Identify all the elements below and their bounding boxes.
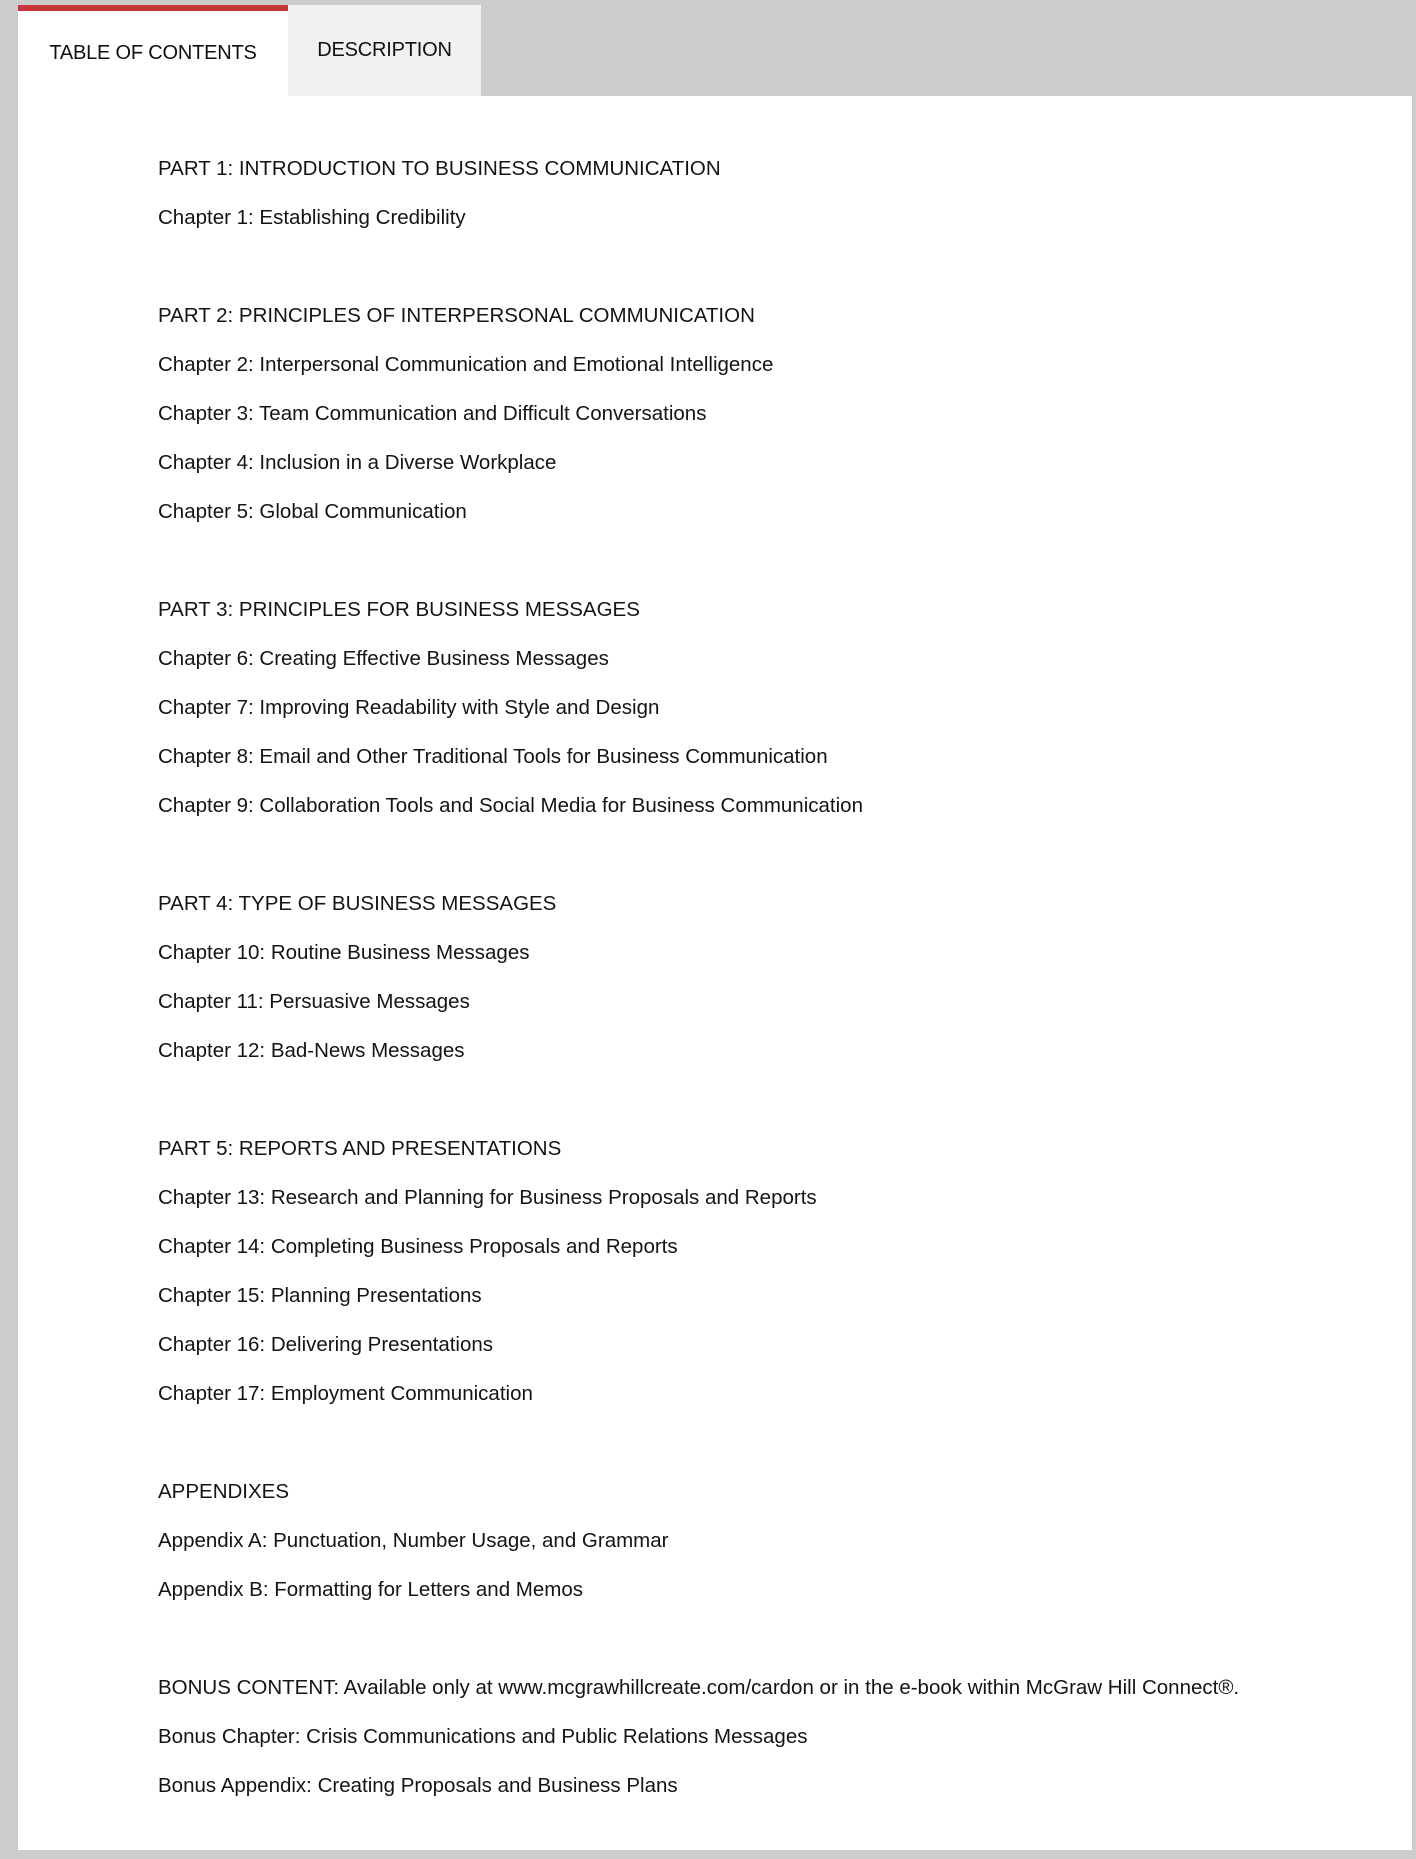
section-heading: APPENDIXES	[158, 1480, 290, 1503]
toc-item: Chapter 8: Email and Other Traditional Tools for Business Communication	[158, 745, 828, 768]
toc-item: Bonus Appendix: Creating Proposals and Business Plans	[158, 1774, 678, 1797]
toc-item: Chapter 2: Interpersonal Communication and Emotional Intelligence	[158, 353, 774, 376]
tab-description[interactable]: DESCRIPTION	[288, 5, 481, 96]
table-of-contents	[158, 144, 1398, 1859]
toc-item: Chapter 15: Planning Presentations	[158, 1284, 482, 1307]
section-heading: PART 5: REPORTS AND PRESENTATIONS	[158, 1137, 562, 1160]
toc-section-part-1	[158, 144, 1398, 242]
toc-item: Chapter 16: Delivering Presentations	[158, 1333, 494, 1356]
toc-item: Chapter 14: Completing Business Proposals and Reports	[158, 1235, 678, 1258]
section-heading: PART 3: PRINCIPLES FOR BUSINESS MESSAGES	[158, 598, 640, 621]
toc-item: Chapter 1: Establishing Credibility	[158, 206, 466, 229]
toc-item: Chapter 17: Employment Communication	[158, 1382, 533, 1405]
toc-item: Chapter 12: Bad-News Messages	[158, 1039, 465, 1062]
toc-item: Chapter 5: Global Communication	[158, 500, 467, 523]
section-heading: PART 2: PRINCIPLES OF INTERPERSONAL COMMUNICATION	[158, 304, 755, 327]
toc-item: Chapter 7: Improving Readability with Style and Design	[158, 696, 660, 719]
toc-section-part-3	[158, 585, 1398, 830]
toc-item: Chapter 3: Team Communication and Difficult Conversations	[158, 402, 707, 425]
toc-item: Bonus Chapter: Crisis Communications and Public Relations Messages	[158, 1725, 808, 1748]
section-heading: PART 1: INTRODUCTION TO BUSINESS COMMUNICATION	[158, 157, 721, 180]
section-heading: PART 4: TYPE OF BUSINESS MESSAGES	[158, 892, 557, 915]
section-heading: BONUS CONTENT: Available only at www.mcgrawhillcreate.com/cardon or in the e-book within McGraw Hill Connect®.	[158, 1676, 1240, 1699]
toc-item: Chapter 4: Inclusion in a Diverse Workplace	[158, 451, 557, 474]
toc-section-part-2	[158, 291, 1398, 536]
toc-item: Chapter 6: Creating Effective Business Messages	[158, 647, 609, 670]
tab-panel-table-of-contents	[18, 96, 1412, 1850]
toc-item: Appendix B: Formatting for Letters and Memos	[158, 1578, 584, 1601]
tab-table-of-contents[interactable]: TABLE OF CONTENTS	[18, 5, 288, 96]
tab-bar	[18, 5, 481, 96]
toc-section-part-5	[158, 1124, 1398, 1418]
toc-item: Chapter 10: Routine Business Messages	[158, 941, 530, 964]
toc-item: Chapter 9: Collaboration Tools and Social Media for Business Communication	[158, 794, 863, 817]
toc-item: Chapter 13: Research and Planning for Business Proposals and Reports	[158, 1186, 817, 1209]
toc-section-appendixes	[158, 1467, 1398, 1614]
toc-section-bonus-content	[158, 1663, 1398, 1810]
toc-item: Appendix A: Punctuation, Number Usage, and Grammar	[158, 1529, 669, 1552]
toc-section-part-4	[158, 879, 1398, 1075]
toc-item: Chapter 11: Persuasive Messages	[158, 990, 470, 1013]
